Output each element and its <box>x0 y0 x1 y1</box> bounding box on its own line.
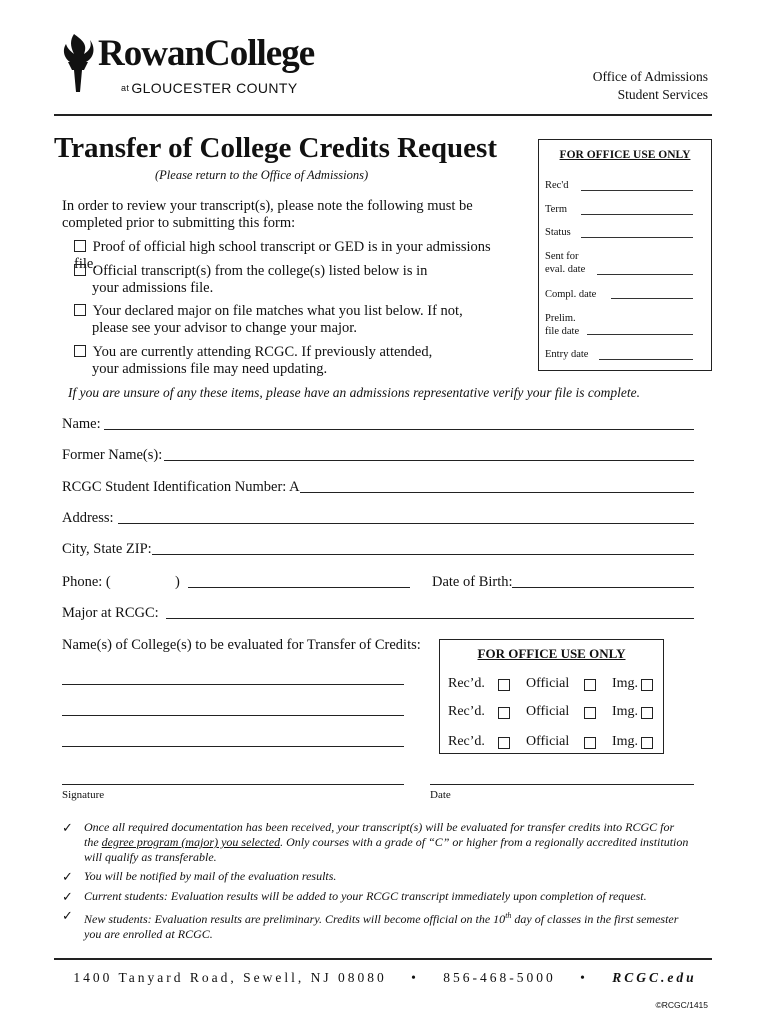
office-use-header-2: FOR OFFICE USE ONLY <box>477 646 626 661</box>
checkbox-icon[interactable] <box>74 304 86 316</box>
entry-date-label: Entry date <box>545 349 589 360</box>
city-field[interactable] <box>152 554 694 555</box>
college-field[interactable] <box>62 715 404 716</box>
checkbox-icon[interactable] <box>74 240 86 252</box>
checkbox-icon[interactable] <box>641 737 653 749</box>
office-address-block: Office of Admissions Student Services <box>592 69 708 102</box>
checklist-item: Your declared major on file matches what you list below. If not, please see your advisor to change your major. <box>74 303 464 337</box>
dob-field[interactable] <box>512 587 694 588</box>
prelim-label: Prelim. file date <box>545 313 580 337</box>
date-field[interactable] <box>430 784 694 785</box>
name-field[interactable] <box>104 429 694 430</box>
checklist-item: You are currently attending RCGC. If previously attended, your admissions file may need updating. <box>74 344 462 378</box>
status-label: Status <box>545 227 571 238</box>
major-field[interactable] <box>166 618 694 619</box>
checkmark-icon: ✓ <box>62 820 73 835</box>
checkbox-icon[interactable] <box>584 679 596 691</box>
former-name-field[interactable] <box>164 460 694 461</box>
checkmark-icon: ✓ <box>62 908 73 923</box>
footer <box>0 970 770 986</box>
address-field[interactable] <box>118 523 694 524</box>
checkmark-icon: ✓ <box>62 869 73 884</box>
torch-logo-icon <box>60 32 96 94</box>
intro-text: In order to review your transcript(s), please note the following must be completed prior to submitting this form: <box>62 198 473 231</box>
header-divider <box>54 114 712 116</box>
phone-paren: ) <box>175 574 180 590</box>
status-line[interactable] <box>581 237 693 238</box>
name-label: Name: <box>62 416 101 432</box>
footer-bullet: • <box>411 970 419 985</box>
checkbox-icon[interactable] <box>584 737 596 749</box>
office-use-box-2: FOR OFFICE USE ONLY Rec’d. Official Img. Rec’d. Official Img. Rec’d. Official Img. <box>439 639 664 754</box>
checkbox-icon[interactable] <box>498 679 510 691</box>
page-title: Transfer of College Credits Request <box>54 132 497 164</box>
sent-for-line[interactable] <box>597 274 693 275</box>
footer-divider <box>54 958 712 960</box>
form-code: ©RCGC/1415 <box>655 1000 708 1010</box>
note-item: ✓ Current students: Evaluation results will be added to your RCGC transcript immediately upon completion of request. <box>62 889 647 904</box>
college-field[interactable] <box>62 746 404 747</box>
note-item: ✓ You will be notified by mail of the evaluation results. <box>62 869 337 884</box>
checkbox-icon[interactable] <box>498 737 510 749</box>
dob-label: Date of Birth: <box>432 574 513 590</box>
checkbox-icon[interactable] <box>641 707 653 719</box>
note-item: ✓ New students: Evaluation results are preliminary. Credits will become official on the 10th day of classes in the first semester you are enrolled at RCGC. <box>62 908 679 941</box>
major-label: Major at RCGC: <box>62 605 159 621</box>
checkbox-icon[interactable] <box>584 707 596 719</box>
city-label: City, State ZIP: <box>62 541 152 557</box>
recd-line[interactable] <box>581 190 693 191</box>
entry-date-line[interactable] <box>599 359 693 360</box>
footer-address: 1400 Tanyard Road, Sewell, NJ 08080 <box>73 970 387 985</box>
phone-label: Phone: ( <box>62 574 111 590</box>
recd-label: Rec'd <box>545 180 569 191</box>
checkbox-icon[interactable] <box>498 707 510 719</box>
compl-date-label: Compl. date <box>545 289 597 300</box>
checkbox-icon[interactable] <box>74 345 86 357</box>
student-id-label: RCGC Student Identification Number: A <box>62 479 300 495</box>
signature-field[interactable] <box>62 784 404 785</box>
address-label: Address: <box>62 510 114 526</box>
checklist-item: Proof of official high school transcript or GED is in your admissions file. <box>74 239 491 272</box>
office-use-header: FOR OFFICE USE ONLY <box>559 149 691 161</box>
footer-website: RCGC.edu <box>612 970 697 985</box>
page-subtitle: (Please return to the Office of Admissions) <box>155 168 369 182</box>
student-id-field[interactable] <box>300 492 694 493</box>
term-line[interactable] <box>581 214 693 215</box>
date-label: Date <box>430 789 451 801</box>
verify-note: If you are unsure of any these items, please have an admissions representative verify your file is complete. <box>68 385 640 400</box>
checkbox-icon[interactable] <box>641 679 653 691</box>
footer-phone: 856-468-5000 <box>443 970 556 985</box>
checkbox-icon[interactable] <box>74 264 86 276</box>
sent-for-label: Sent for eval. date <box>545 251 586 275</box>
phone-field[interactable] <box>188 587 410 588</box>
office-use-box <box>538 139 712 371</box>
term-label: Term <box>545 204 568 215</box>
footer-bullet: • <box>580 970 588 985</box>
note-item: ✓ Once all required documentation has been received, your transcript(s) will be evaluated for transfer credits into RCGC for the degree program (major) you selected. Only courses with a grade of “C” or higher from a regionally accredited institution will qualify as transferable. <box>62 820 689 864</box>
compl-date-line[interactable] <box>611 298 693 299</box>
former-name-label: Former Name(s): <box>62 447 163 463</box>
checkmark-icon: ✓ <box>62 889 73 904</box>
signature-label: Signature <box>62 789 105 801</box>
college-field[interactable] <box>62 684 404 685</box>
colleges-label: Name(s) of College(s) to be evaluated for Transfer of Credits: <box>62 637 421 653</box>
logo-wordmark: RowanCollege <box>98 33 315 74</box>
prelim-line[interactable] <box>587 334 693 335</box>
logo-subtitle: at GLOUCESTER COUNTY <box>121 80 298 96</box>
checklist-item: Official transcript(s) from the college(s) listed below is in your admissions file. <box>74 263 454 297</box>
